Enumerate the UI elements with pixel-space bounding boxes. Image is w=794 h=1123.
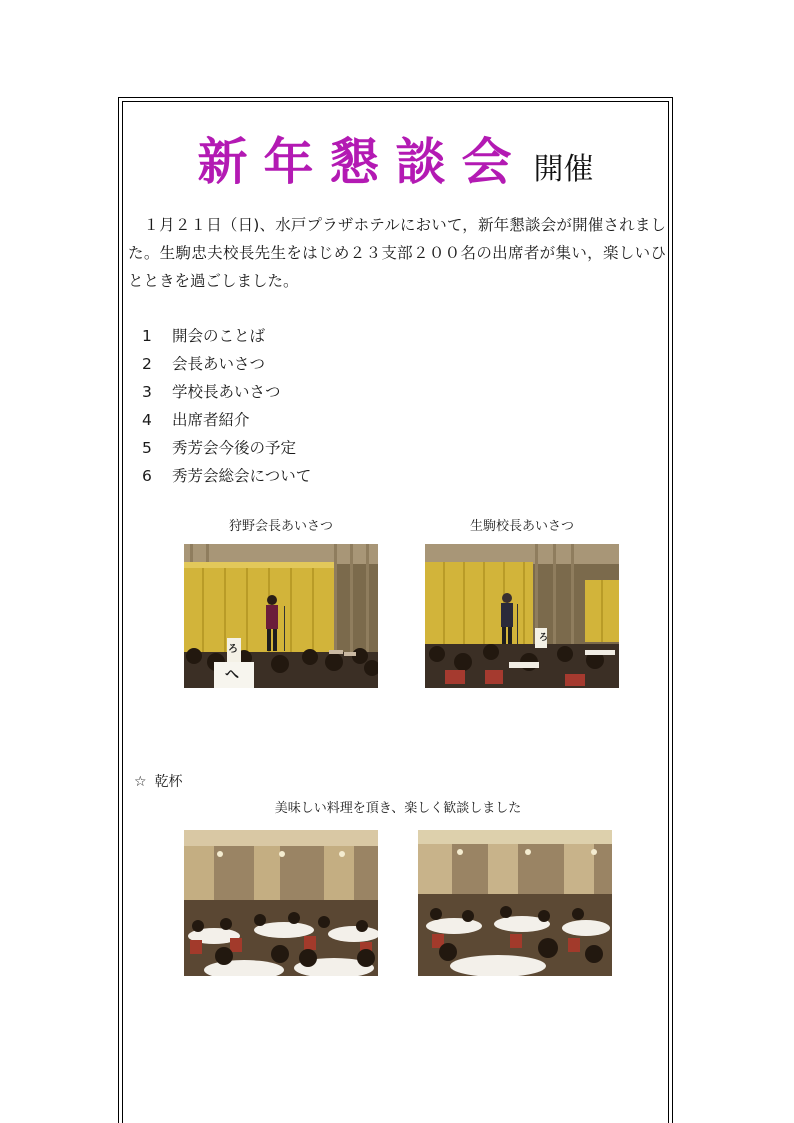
title-sub: 開催 — [533, 152, 594, 187]
photo-banquet-left — [184, 830, 378, 976]
table-sign-ro: ろ — [228, 644, 238, 655]
agenda-label: 開会のことば — [172, 327, 266, 345]
intro-paragraph — [128, 211, 666, 295]
agenda-label: 学校長あいさつ — [172, 383, 281, 401]
agenda-label: 秀芳会今後の予定 — [172, 439, 297, 457]
photo-chair-speech — [184, 544, 378, 688]
agenda-number: 2 — [142, 355, 152, 373]
agenda-number: 5 — [142, 439, 152, 457]
agenda-number: 4 — [142, 411, 152, 429]
agenda-number: 6 — [142, 467, 152, 485]
page-title — [122, 122, 669, 192]
agenda-number: 3 — [142, 383, 152, 401]
photo-caption-chair-speech: 狩野会長あいさつ — [228, 519, 333, 534]
agenda-item — [142, 350, 311, 378]
photo-banquet-right — [418, 830, 612, 976]
kanpai-caption: 美味しい料理を頂き、楽しく歓談しました — [274, 801, 522, 816]
photo-caption-principal-speech: 生駒校長あいさつ — [469, 519, 574, 534]
star-icon: ☆ — [134, 774, 147, 790]
agenda-list — [142, 322, 311, 490]
kanpai-heading-text: 乾杯 — [154, 774, 183, 790]
table-sign-he: へ — [225, 667, 239, 683]
agenda-item — [142, 406, 311, 434]
agenda-label: 会長あいさつ — [172, 355, 266, 373]
agenda-number: 1 — [142, 327, 152, 345]
photo-principal-speech — [425, 544, 619, 688]
agenda-item — [142, 462, 311, 490]
agenda-label: 出席者紹介 — [172, 411, 250, 429]
agenda-label: 秀芳会総会について — [172, 467, 312, 485]
title-main: 新年懇談会 — [197, 132, 528, 191]
agenda-item — [142, 322, 311, 350]
agenda-item — [142, 378, 311, 406]
agenda-item — [142, 434, 311, 462]
table-sign-ro-principal: ろ — [539, 633, 549, 643]
intro-text: １月２１日（日)、水戸プラザホテルにおいて，新年懇談会が開催されました。生駒忠夫校長先生をはじめ２３支部２００名の出席者が集い，楽しいひとときを過ごしました。 — [128, 216, 666, 290]
kanpai-heading — [134, 771, 183, 791]
